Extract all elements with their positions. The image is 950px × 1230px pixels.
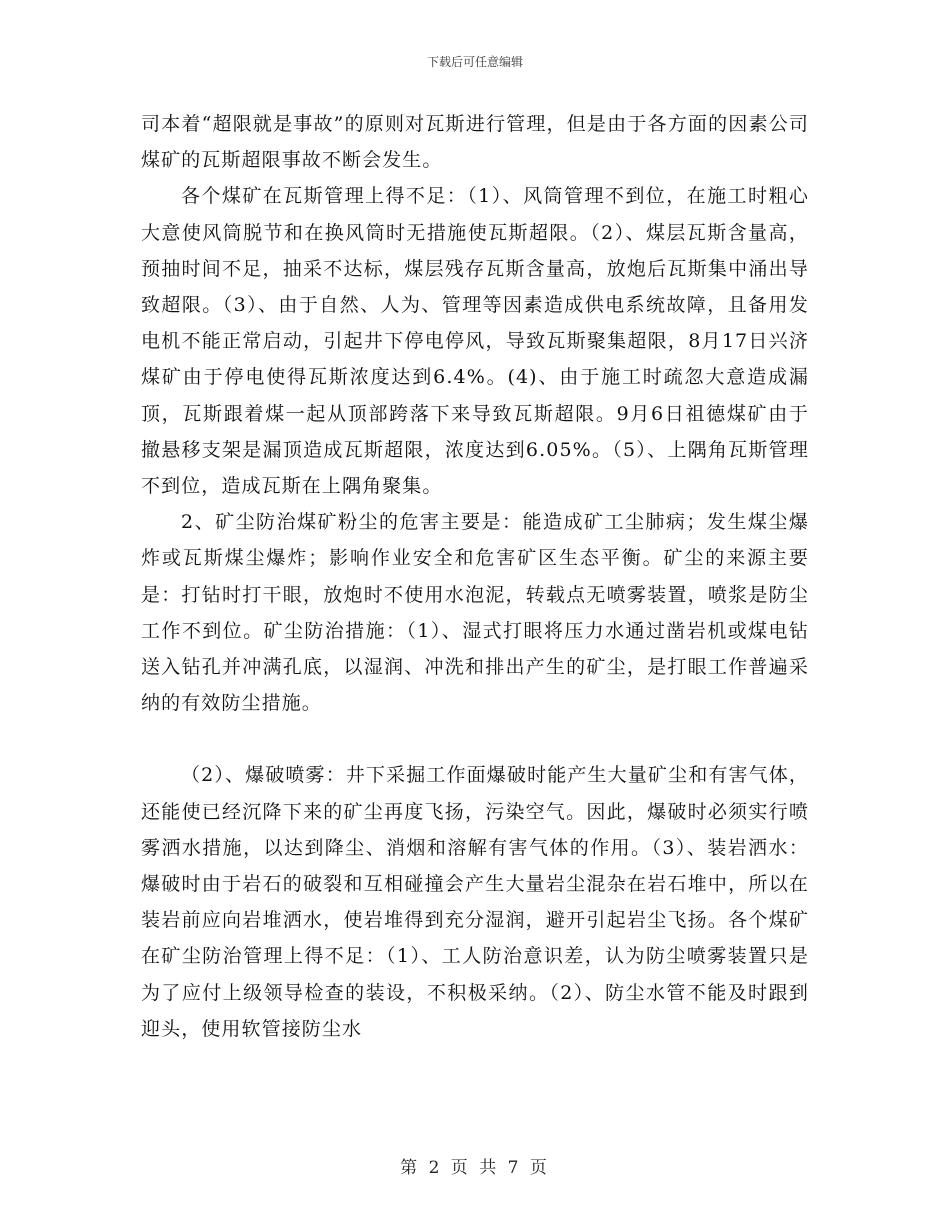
paragraph-gas-management: 各个煤矿在瓦斯管理上得不足：（1）、风筒管理不到位，在施工时粗心大意使风筒脱节和在换风筒时无措施使瓦斯超限。（2）、煤层瓦斯含量高，预抽时间不足，抽采不达标，煤层残存瓦斯含量高，放炮后瓦斯集中涌出导致超限。（3）、由于自然、人为、管理等因素造成供电系统故障，且备用发电机不能正常启动，引起井下停电停风，导致瓦斯聚集超限，8月17日兴济煤矿由于停电使得瓦斯浓度达到6.4%。(4)、由于施工时疏忽大意造成漏顶，瓦斯跟着煤一起从顶部跨落下来导致瓦斯超限。9月6日祖德煤矿由于撤悬移支架是漏顶造成瓦斯超限，浓度达到6.05%。（5）、上隅角瓦斯管理不到位，造成瓦斯在上隅角聚集。 — [141, 185, 809, 498]
page-number-footer: 第 2 页 共 7 页 — [400, 1158, 550, 1178]
document-body — [141, 106, 809, 1047]
paragraph-blasting-spray: （2）、爆破喷雾：井下采掘工作面爆破时能产生大量矿尘和有害气体，还能使已经沉降下来的矿尘再度飞扬，污染空气。因此，爆破时必须实行喷雾洒水措施，以达到降尘、消烟和溶解有害气体的作用。（3）、装岩洒水：爆破时由于岩石的破裂和互相碰撞会产生大量岩尘混杂在岩石堆中，所以在装岩前应向岩堆洒水，使岩堆得到充分湿润，避开引起岩尘飞扬。各个煤矿在矿尘防治管理上得不足：（1）、工人防治意识差，认为防尘喷雾装置只是为了应付上级领导检查的装设，不积极采纳。（2）、防尘水管不能及时跟到迎头，使用软管接防尘水 — [141, 764, 809, 1040]
paragraph-dust-prevention: 2、矿尘防治煤矿粉尘的危害主要是：能造成矿工尘肺病；发生煤尘爆炸或瓦斯煤尘爆炸；影响作业安全和危害矿区生态平衡。矿尘的来源主要是：打钻时打干眼，放炮时不使用水泡泥，转载点无喷雾装置，喷浆是防尘工作不到位。矿尘防治措施：（1）、湿式打眼将压力水通过凿岩机或煤电钻送入钻孔并冲满孔底，以湿润、冲洗和排出产生的矿尘，是打眼工作普遍采纳的有效防尘措施。 — [141, 511, 809, 715]
paragraph-continuation: 司本着“超限就是事故”的原则对瓦斯进行管理，但是由于各方面的因素公司煤矿的瓦斯超限事故不断会发生。 — [141, 113, 809, 172]
page-header: 下载后可任意编辑 — [426, 55, 523, 69]
